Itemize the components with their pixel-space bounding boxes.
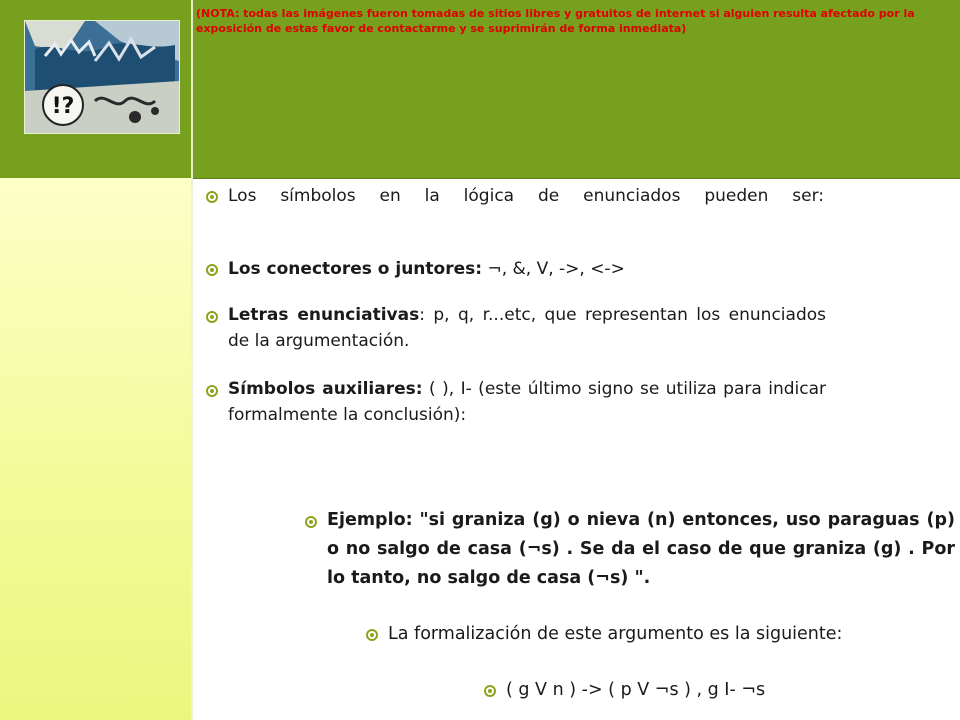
bullet-text: [228, 376, 826, 428]
bullet-term: Símbolos auxiliares:: [228, 379, 423, 399]
header-divider: [191, 0, 193, 178]
bullet-text: Los símbolos en la lógica de enunciados pueden ser:: [228, 186, 824, 206]
bullet-definition: : p, q, r...etc, que representan los enunciados de la argumentación.: [228, 305, 826, 351]
bullet-letters: [206, 302, 826, 360]
bullet-icon: [206, 191, 218, 203]
bullet-term: Letras enunciativas: [228, 305, 420, 325]
panel-divider: [191, 178, 193, 720]
comic-interjection-text: !?: [51, 94, 75, 119]
bullet-text: [228, 302, 826, 354]
bullet-auxiliary-symbols: [206, 376, 826, 434]
bullet-term: Los conectores o juntores:: [228, 259, 483, 279]
bullet-text: [228, 255, 625, 283]
bullet-icon: [206, 311, 218, 323]
left-side-panel: [0, 178, 192, 720]
bullet-example: [305, 506, 955, 606]
comic-thumbnail: [24, 20, 180, 134]
bullet-icon: [366, 629, 378, 641]
bullet-icon: [206, 264, 218, 276]
bullet-text: La formalización de este argumento es la siguiente:: [388, 624, 843, 644]
bullet-icon: [305, 516, 317, 528]
comic-interjection-image: [25, 21, 179, 133]
bullet-text: Ejemplo: "si graniza (g) o nieva (n) entonces, uso paraguas (p) o no salgo de casa (¬s) . Se da el caso de que graniza (g) . Por lo tanto, no salgo de casa (¬s) ".: [327, 510, 955, 588]
bullet-icon: [484, 685, 496, 697]
header-banner: [0, 0, 960, 179]
bullet-icon: [206, 385, 218, 397]
formula-text: ( g V n ) -> ( p V ¬s ) , g I- ¬s: [506, 680, 766, 700]
bullet-definition: ( ), I- (este último signo se utiliza para indicar formalmente la conclusión):: [228, 379, 827, 425]
bullet-formalization-intro: [366, 620, 926, 650]
bullet-symbols-intro: [206, 182, 826, 212]
bullet-formula: [484, 676, 804, 706]
bullet-connectors: [206, 255, 826, 285]
bullet-definition: ¬, &, V, ->, <->: [482, 259, 625, 279]
image-credit-note: (NOTA: todas las imágenes fueron tomadas de sitios libres y gratuitos de internet si alguien resulta afectado por la exposición de estas favor de contactarme y se suprimirán de forma inmediata): [196, 7, 915, 35]
